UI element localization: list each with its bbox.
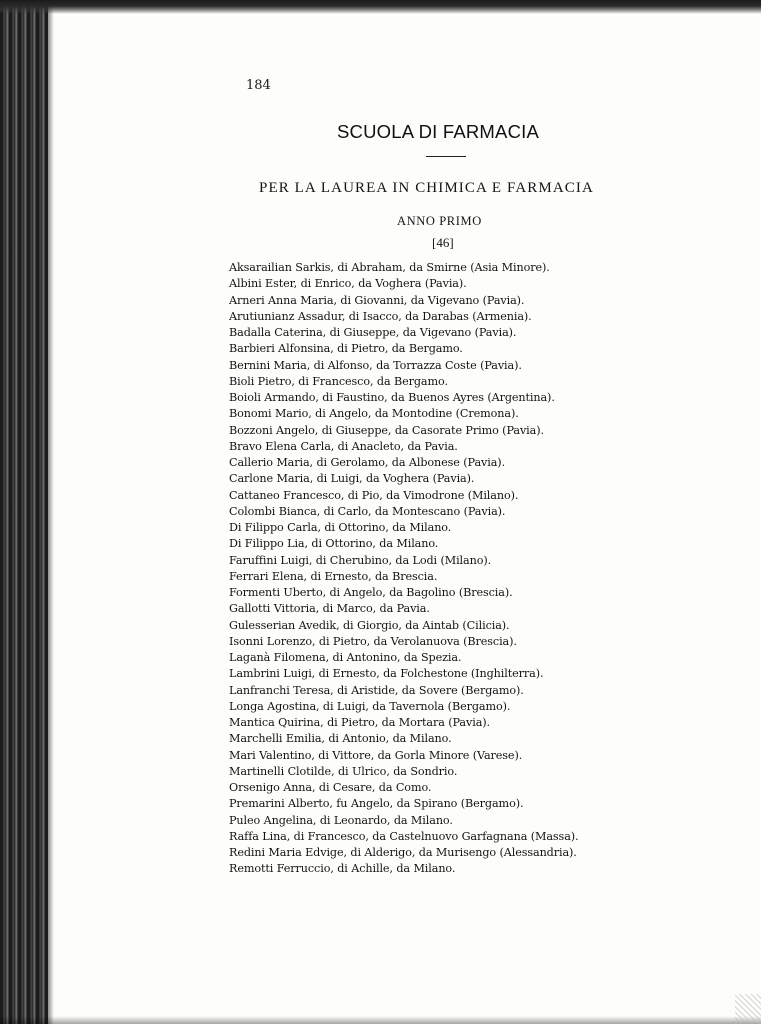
list-item: Ferrari Elena, di Ernesto, da Brescia. [229,569,438,583]
page-bottom-edge [0,1016,761,1024]
list-item: Lanfranchi Teresa, di Aristide, da Sovere (Bergamo). [229,683,524,697]
list-item: Lambrini Luigi, di Ernesto, da Folchestone (Inghilterra). [229,667,544,681]
list-item: Cattaneo Francesco, di Pio, da Vimodrone (Milano). [229,488,519,502]
year-heading: ANNO PRIMO [397,214,482,228]
list-item: Di Filippo Carla, di Ottorino, da Milano. [229,521,452,534]
list-item: Colombi Bianca, di Carlo, da Montescano (Pavia). [229,504,506,518]
list-item: Mari Valentino, di Vittore, da Gorla Minore (Varese). [229,748,523,762]
list-item: Bioli Pietro, di Francesco, da Bergamo. [229,374,448,388]
list-item: Remotti Ferruccio, di Achille, da Milano. [229,862,456,876]
page-top-edge [0,0,761,14]
list-item: Aksarailian Sarkis, di Abraham, da Smirne (Asia Minore). [229,261,550,274]
list-item: Gulesserian Avedik, di Giorgio, da Aintab (Cilicia). [229,618,510,632]
page-number: 184 [246,78,271,93]
degree-heading: PER LA LAUREA IN CHIMICA E FARMACIA [259,180,594,196]
list-item: Isonni Lorenzo, di Pietro, da Verolanuova (Brescia). [229,634,517,648]
list-item: Longa Agostina, di Luigi, da Tavernola (Bergamo). [229,699,511,713]
school-title: SCUOLA DI FARMACIA [337,121,540,142]
list-item: Bonomi Mario, di Angelo, da Montodine (Cremona). [229,407,519,421]
list-item: Orsenigo Anna, di Cesare, da Como. [229,781,432,794]
list-item: Bravo Elena Carla, di Anacleto, da Pavia. [229,439,458,453]
list-item: Arneri Anna Maria, di Giovanni, da Vigevano (Pavia). [229,293,525,307]
list-item: Faruffini Luigi, di Cherubino, da Lodi (Milano). [229,553,492,567]
list-item: Callerio Maria, di Gerolamo, da Albonese (Pavia). [229,456,506,469]
list-item: Premarini Alberto, fu Angelo, da Spirano (Bergamo). [229,797,524,811]
title-divider [426,156,466,157]
list-item: Mantica Quirina, di Pietro, da Mortara (Pavia). [229,716,490,729]
book-binding-edge [0,0,48,1024]
list-item: Puleo Angelina, di Leonardo, da Milano. [229,813,453,827]
list-item: Carlone Maria, di Luigi, da Voghera (Pavia). [229,472,475,486]
student-list [229,260,629,878]
list-item: Redini Maria Edvige, di Alderigo, da Murisengo (Alessandria). [229,846,577,859]
list-item: Albini Ester, di Enrico, da Voghera (Pavia). [229,277,467,291]
list-item: Raffa Lina, di Francesco, da Castelnuovo Garfagnana (Massa). [229,829,579,843]
list-item: Marchelli Emilia, di Antonio, da Milano. [229,732,452,746]
list-item: Laganà Filomena, di Antonino, da Spezia. [229,651,462,664]
list-item: Bozzoni Angelo, di Giuseppe, da Casorate Primo (Pavia). [229,423,544,437]
scan-noise [735,994,761,1024]
list-item: Boioli Armando, di Faustino, da Buenos Ayres (Argentina). [229,391,555,404]
list-item: Barbieri Alfonsina, di Pietro, da Bergamo. [229,342,463,356]
list-item: Di Filippo Lia, di Ottorino, da Milano. [229,537,439,551]
list-item: Formenti Uberto, di Angelo, da Bagolino (Brescia). [229,586,513,599]
list-item: Bernini Maria, di Alfonso, da Torrazza Coste (Pavia). [229,358,522,372]
student-count: [46] [432,235,454,250]
list-item: Martinelli Clotilde, di Ulrico, da Sondrio. [229,764,458,778]
list-item: Gallotti Vittoria, di Marco, da Pavia. [229,602,430,616]
list-item: Badalla Caterina, di Giuseppe, da Vigevano (Pavia). [229,326,517,339]
list-item: Arutiunianz Assadur, di Isacco, da Darabas (Armenia). [229,309,532,323]
